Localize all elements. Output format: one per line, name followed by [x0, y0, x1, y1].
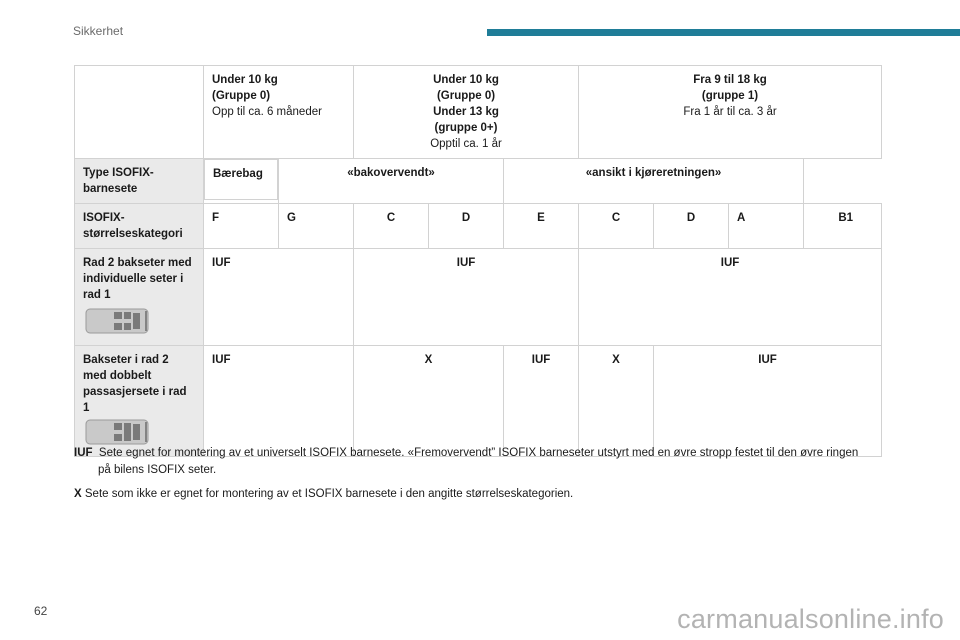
van-seat-diagram-icon: [85, 307, 151, 335]
rad2-individual-seats-row: [75, 249, 882, 346]
watermark: carmanualsonline.info: [677, 604, 944, 634]
type-group-0: Bærebag: [204, 159, 278, 200]
size-cell: C: [579, 204, 654, 249]
section-label: Sikkerhet: [73, 24, 124, 38]
legend-iuf-text: Sete egnet for montering av et universelt ISOFIX barnesete. «Fremovervendt” ISOFIX barneseter utstyrt med en øvre stropp festet til den øvre ringen: [98, 447, 859, 459]
legend-iuf: [74, 445, 904, 479]
bakseter-group-0plus-cd: X: [354, 346, 504, 457]
group-0-header: [204, 66, 354, 159]
size-cell: F: [204, 204, 279, 249]
size-cell: G: [279, 204, 354, 249]
type-group-1: «ansikt i kjøreretningen»: [504, 159, 804, 204]
van-seat-diagram-icon: [85, 418, 151, 446]
weight-group-header-row: [75, 66, 882, 159]
group-0-age: Opp til ca. 6 måneder: [212, 106, 322, 118]
rad2-group-0plus: IUF: [354, 249, 579, 346]
type-group-0plus: «bakovervendt»: [279, 159, 504, 204]
size-cell: B1: [804, 204, 882, 249]
size-cell: E: [504, 204, 579, 249]
seat-type-row: [75, 159, 882, 204]
page-number: 62: [34, 604, 48, 618]
bakseter-row-label: Bakseter i rad 2 med dobbelt passasjersete i rad 1: [83, 354, 187, 414]
group-1-title: Fra 9 til 18 kg: [693, 74, 767, 86]
rad2-row-label-cell: [75, 249, 204, 346]
group-1-header: [579, 66, 882, 159]
size-category-label: ISOFIX-størrelseskategori: [75, 204, 204, 249]
rad2-group-1: IUF: [579, 249, 882, 346]
legend-x-text: Sete som ikke er egnet for montering av et ISOFIX barnesete i den angitte størrelseskategorien.: [84, 488, 574, 500]
group-0plus-title: Under 10 kg: [433, 74, 499, 86]
legend-iuf-text-cont: på bilens ISOFIX seter.: [98, 464, 217, 476]
seat-type-label: Type ISOFIX-barnesete: [75, 159, 204, 204]
bakseter-row-label-cell: [75, 346, 204, 457]
bakseter-group-0plus-e: IUF: [504, 346, 579, 457]
group-0plus-age: Opptil ca. 1 år: [430, 138, 502, 150]
bakseter-group-1-rest: IUF: [654, 346, 882, 457]
bakseter-group-0: IUF: [204, 346, 354, 457]
bakseter-group-1-c: X: [579, 346, 654, 457]
legend-x: [74, 486, 904, 503]
rad2-group-0: IUF: [204, 249, 354, 346]
group-0-group: (Gruppe 0): [212, 90, 271, 102]
group-0plus-title2: Under 13 kg: [433, 106, 499, 118]
rad2-row-label: Rad 2 bakseter med individuelle seter i rad 1: [83, 257, 192, 301]
size-cell: D: [429, 204, 504, 249]
isofix-table: [74, 65, 882, 457]
size-cell: C: [354, 204, 429, 249]
group-0-title: Under 10 kg: [212, 74, 278, 86]
size-category-row: [75, 204, 882, 249]
size-cell: D: [654, 204, 729, 249]
size-cell: A: [729, 204, 804, 249]
group-0plus-group: (Gruppe 0): [436, 90, 496, 102]
legend-x-key: X: [74, 488, 82, 500]
group-1-age: Fra 1 år til ca. 3 år: [683, 106, 777, 118]
empty-corner-cell: [75, 66, 204, 159]
group-0plus-group2: (gruppe 0+): [434, 122, 498, 134]
bakseter-double-seat-row: [75, 346, 882, 457]
header-accent-bar: [487, 29, 960, 36]
group-0plus-header: [354, 66, 579, 159]
legend-iuf-key: IUF: [74, 447, 93, 459]
group-1-group: (gruppe 1): [701, 90, 759, 102]
